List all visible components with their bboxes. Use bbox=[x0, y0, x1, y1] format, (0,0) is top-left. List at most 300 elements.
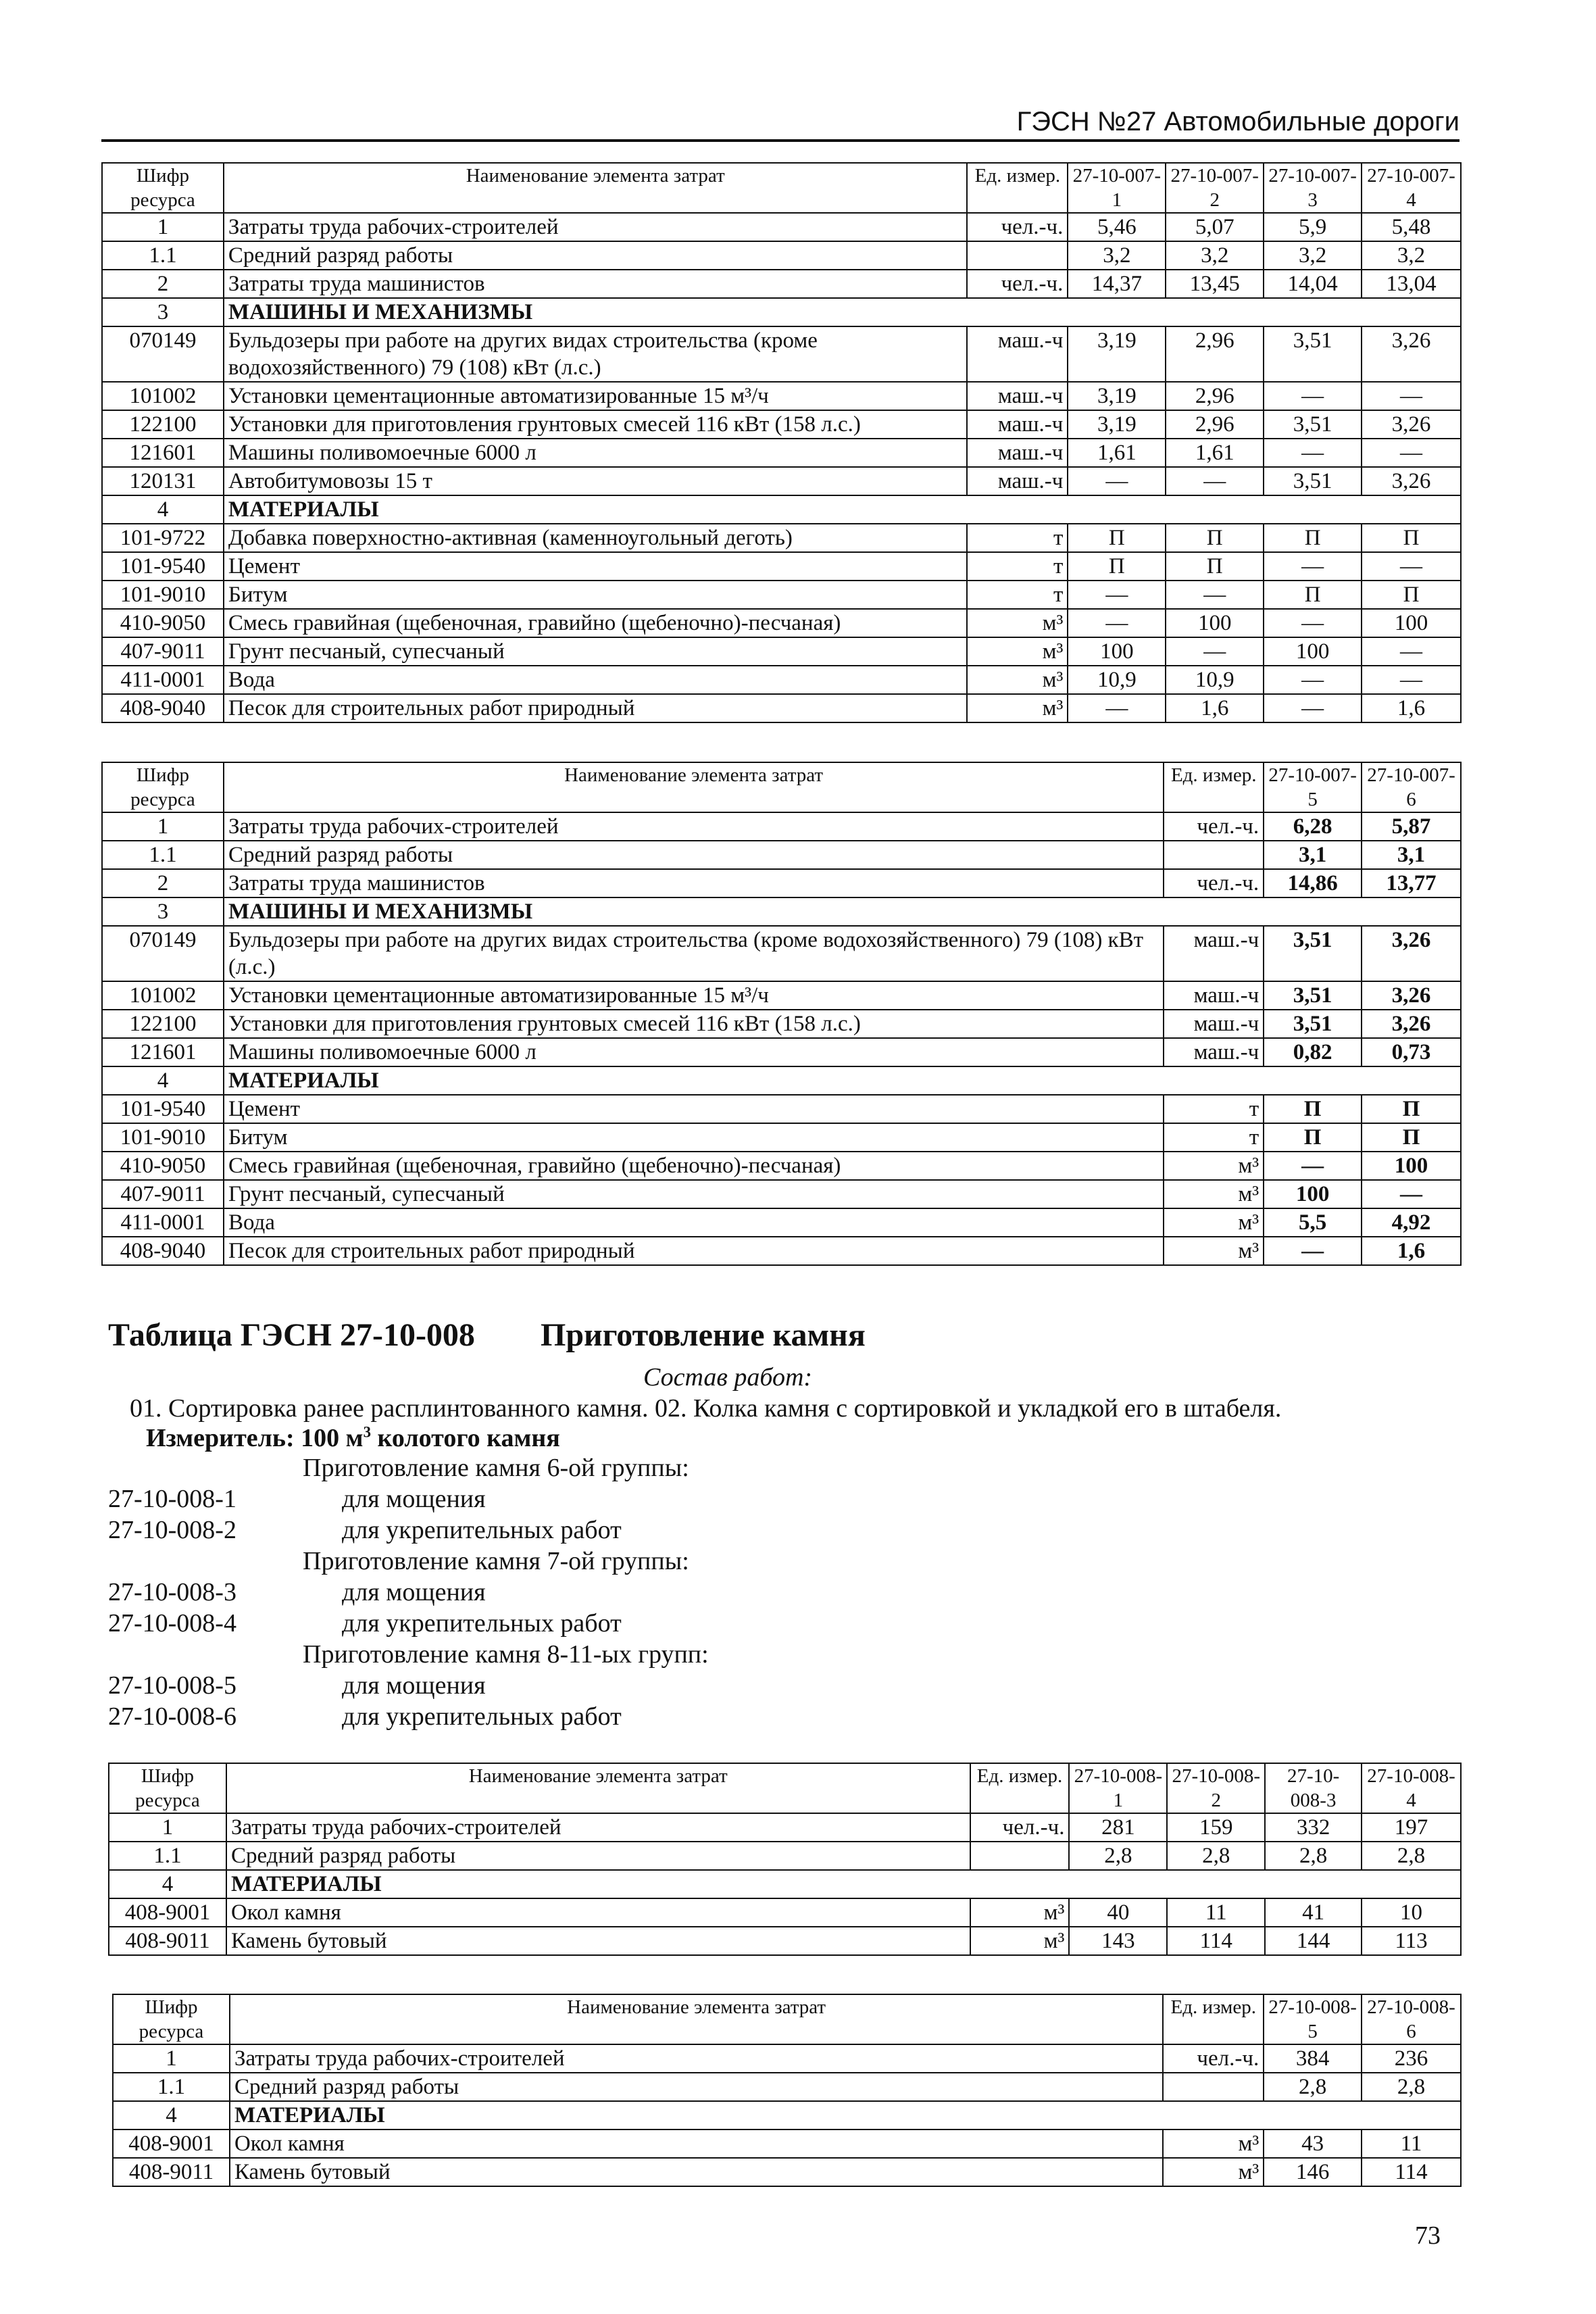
norm-value: — bbox=[1264, 1237, 1362, 1265]
resource-code: 101-9540 bbox=[102, 1095, 224, 1123]
header-unit: Ед. измер. bbox=[970, 1763, 1070, 1813]
norm-value: 13,04 bbox=[1362, 270, 1461, 298]
resource-unit: т bbox=[1164, 1095, 1264, 1123]
section-title: МАТЕРИАЛЫ bbox=[226, 1870, 1461, 1898]
resource-name: Средний разряд работы bbox=[230, 2073, 1163, 2101]
norm-item bbox=[108, 1702, 622, 1731]
header-norm-code: 27-10-007-6 bbox=[1362, 762, 1461, 812]
norm-value: 13,45 bbox=[1166, 270, 1264, 298]
norm-value: 197 bbox=[1362, 1813, 1461, 1842]
resource-unit: маш.-ч bbox=[967, 410, 1068, 439]
table-row bbox=[102, 694, 1461, 722]
header-norm-code: 27-10-008-2 bbox=[1167, 1763, 1265, 1813]
norm-value: 5,87 bbox=[1362, 812, 1461, 841]
norm-value: 3,26 bbox=[1362, 326, 1461, 382]
table-row bbox=[102, 637, 1461, 666]
table-row bbox=[109, 1813, 1461, 1842]
norm-value: 6,28 bbox=[1264, 812, 1362, 841]
table-row bbox=[102, 467, 1461, 495]
norm-value: 100 bbox=[1362, 609, 1461, 637]
norm-value: 3,51 bbox=[1264, 981, 1362, 1010]
section-title: МАТЕРИАЛЫ bbox=[224, 1066, 1461, 1095]
resource-code: 1.1 bbox=[113, 2073, 230, 2101]
resource-unit: т bbox=[967, 581, 1068, 609]
table-row bbox=[102, 326, 1461, 382]
resource-unit bbox=[1163, 2073, 1264, 2101]
norm-value: — bbox=[1264, 439, 1362, 467]
norm-value: — bbox=[1362, 439, 1461, 467]
norm-item-text: для укрепительных работ bbox=[342, 1609, 622, 1638]
norm-value: — bbox=[1362, 666, 1461, 694]
header-name: Наименование элемента затрат bbox=[226, 1763, 970, 1813]
norm-item-code: 27-10-008-6 bbox=[108, 1702, 236, 1731]
header-norm-code: 27-10-008-1 bbox=[1069, 1763, 1167, 1813]
header-norm-code: 27-10-008-4 bbox=[1362, 1763, 1461, 1813]
norm-value: 5,9 bbox=[1264, 213, 1362, 241]
norm-value: — bbox=[1166, 467, 1264, 495]
norm-item bbox=[108, 1671, 486, 1700]
table-title: Таблица ГЭСН 27-10-008 bbox=[108, 1317, 475, 1353]
norm-item-text: Приготовление камня 8-11-ых групп: bbox=[303, 1640, 709, 1669]
norm-value: П bbox=[1362, 581, 1461, 609]
table-row bbox=[109, 1842, 1461, 1870]
resource-unit: м³ bbox=[1164, 1208, 1264, 1237]
norm-item bbox=[108, 1577, 486, 1607]
header-norm-code: 27-10-008-3 bbox=[1265, 1763, 1362, 1813]
resource-unit: чел.-ч. bbox=[1163, 2044, 1264, 2073]
norm-value: 100 bbox=[1068, 637, 1166, 666]
resource-code: 101-9010 bbox=[102, 1123, 224, 1152]
page-number: 73 bbox=[1415, 2221, 1441, 2250]
table-row bbox=[102, 812, 1461, 841]
norm-value: П bbox=[1068, 552, 1166, 581]
table-row bbox=[102, 1038, 1461, 1066]
table-row bbox=[102, 581, 1461, 609]
norm-value: 43 bbox=[1264, 2130, 1362, 2158]
norm-value: 3,2 bbox=[1264, 241, 1362, 270]
table-row bbox=[102, 1010, 1461, 1038]
resource-name: Окол камня bbox=[230, 2130, 1163, 2158]
header-norm-code: 27-10-008-6 bbox=[1362, 1994, 1461, 2044]
resource-unit bbox=[967, 241, 1068, 270]
norm-item bbox=[108, 1515, 622, 1545]
table-row bbox=[102, 1180, 1461, 1208]
meter-line bbox=[146, 1423, 560, 1453]
norm-value: 3,19 bbox=[1068, 382, 1166, 410]
resource-code: 101-9722 bbox=[102, 524, 224, 552]
header-norm-code: 27-10-007-5 bbox=[1264, 762, 1362, 812]
table-row bbox=[102, 241, 1461, 270]
resource-name: Бульдозеры при работе на других видах строительства (кроме водохозяйственного) 79 (108) кВт (л.с.) bbox=[224, 926, 1164, 981]
norm-value: 2,96 bbox=[1166, 410, 1264, 439]
resource-code: 4 bbox=[102, 495, 224, 524]
resource-unit: чел.-ч. bbox=[967, 270, 1068, 298]
resource-name: Затраты труда рабочих-строителей bbox=[226, 1813, 970, 1842]
header-unit: Ед. измер. bbox=[1163, 1994, 1264, 2044]
norm-value: — bbox=[1166, 581, 1264, 609]
norm-value: П bbox=[1264, 1095, 1362, 1123]
table-header-row bbox=[113, 1994, 1461, 2044]
norm-value: 236 bbox=[1362, 2044, 1461, 2073]
table-row bbox=[102, 1237, 1461, 1265]
table-row bbox=[102, 666, 1461, 694]
norm-item bbox=[108, 1608, 622, 1638]
resource-unit: м³ bbox=[970, 1898, 1070, 1927]
header-name: Наименование элемента затрат bbox=[224, 163, 968, 213]
norm-value: 3,26 bbox=[1362, 410, 1461, 439]
norm-value: 384 bbox=[1264, 2044, 1362, 2073]
norm-value: 2,8 bbox=[1362, 2073, 1461, 2101]
resource-code: 408-9001 bbox=[113, 2130, 230, 2158]
norm-value: 3,51 bbox=[1264, 467, 1362, 495]
resource-code: 2 bbox=[102, 869, 224, 897]
norm-value: 4,92 bbox=[1362, 1208, 1461, 1237]
resource-code: 410-9050 bbox=[102, 609, 224, 637]
norm-value: 40 bbox=[1069, 1898, 1167, 1927]
norm-value: 2,8 bbox=[1069, 1842, 1167, 1870]
resource-unit: маш.-ч bbox=[967, 467, 1068, 495]
table-row bbox=[109, 1927, 1461, 1955]
resource-name: Битум bbox=[224, 1123, 1164, 1152]
table-row bbox=[102, 609, 1461, 637]
norm-item-code: 27-10-008-4 bbox=[108, 1609, 236, 1638]
section-row bbox=[102, 897, 1461, 926]
norm-value: — bbox=[1068, 694, 1166, 722]
resource-unit: маш.-ч bbox=[1164, 1010, 1264, 1038]
resource-unit: маш.-ч bbox=[967, 382, 1068, 410]
resource-code: 408-9001 bbox=[109, 1898, 226, 1927]
resource-code: 1.1 bbox=[109, 1842, 226, 1870]
norm-value: 114 bbox=[1362, 2158, 1461, 2186]
resource-unit: маш.-ч bbox=[967, 439, 1068, 467]
norm-value: 332 bbox=[1265, 1813, 1362, 1842]
header-norm-code: 27-10-007-3 bbox=[1264, 163, 1362, 213]
table-row bbox=[102, 926, 1461, 981]
resource-name: Грунт песчаный, супесчаный bbox=[224, 637, 968, 666]
resource-name: Окол камня bbox=[226, 1898, 970, 1927]
norm-value: 0,73 bbox=[1362, 1038, 1461, 1066]
header-name: Наименование элемента затрат bbox=[230, 1994, 1163, 2044]
section-row bbox=[109, 1870, 1461, 1898]
resource-unit: маш.-ч bbox=[967, 326, 1068, 382]
resource-code: 1.1 bbox=[102, 841, 224, 869]
norm-item-text: для мощения bbox=[342, 1671, 486, 1700]
table-row bbox=[102, 552, 1461, 581]
work-composition-text: 01. Сортировка ранее расплинтованного камня. 02. Колка камня с сортировкой и укладкой его в штабеля. bbox=[130, 1394, 1282, 1423]
norm-value: П bbox=[1166, 524, 1264, 552]
section-title: МАТЕРИАЛЫ bbox=[224, 495, 1461, 524]
header-name: Наименование элемента затрат bbox=[224, 762, 1164, 812]
section-row bbox=[102, 495, 1461, 524]
norm-value: — bbox=[1166, 637, 1264, 666]
resource-table-008-5-6 bbox=[112, 1994, 1462, 2187]
norm-item-text: для мощения bbox=[342, 1578, 486, 1606]
norm-value: 146 bbox=[1264, 2158, 1362, 2186]
resource-code: 407-9011 bbox=[102, 637, 224, 666]
norm-value: 0,82 bbox=[1264, 1038, 1362, 1066]
norm-value: 1,6 bbox=[1166, 694, 1264, 722]
resource-name: Камень бутовый bbox=[226, 1927, 970, 1955]
resource-unit: м³ bbox=[967, 666, 1068, 694]
resource-table-007-1-4 bbox=[101, 162, 1462, 723]
norm-value: 281 bbox=[1069, 1813, 1167, 1842]
resource-name: Машины поливомоечные 6000 л bbox=[224, 1038, 1164, 1066]
norm-value: 143 bbox=[1069, 1927, 1167, 1955]
norm-value: — bbox=[1264, 666, 1362, 694]
resource-code: 3 bbox=[102, 298, 224, 326]
norm-value: — bbox=[1264, 382, 1362, 410]
resource-name: Затраты труда машинистов bbox=[224, 270, 968, 298]
norm-value: 100 bbox=[1264, 1180, 1362, 1208]
resource-unit: т bbox=[967, 524, 1068, 552]
norm-value: 41 bbox=[1265, 1898, 1362, 1927]
norm-value: 10,9 bbox=[1068, 666, 1166, 694]
resource-name: Песок для строительных работ природный bbox=[224, 1237, 1164, 1265]
table-header-row bbox=[102, 762, 1461, 812]
resource-code: 4 bbox=[102, 1066, 224, 1095]
norm-value: — bbox=[1068, 581, 1166, 609]
norm-value: 1,6 bbox=[1362, 694, 1461, 722]
resource-unit: чел.-ч. bbox=[967, 213, 1068, 241]
table-row bbox=[102, 1123, 1461, 1152]
norm-value: 1,6 bbox=[1362, 1237, 1461, 1265]
header-norm-code: 27-10-007-2 bbox=[1166, 163, 1264, 213]
norm-value: 3,26 bbox=[1362, 926, 1461, 981]
resource-code: 070149 bbox=[102, 926, 224, 981]
resource-unit: м³ bbox=[1164, 1180, 1264, 1208]
table-row bbox=[102, 1208, 1461, 1237]
norm-value: 2,8 bbox=[1265, 1842, 1362, 1870]
meter-label: Измеритель: 100 $м^3$ колотого камня bbox=[146, 1423, 560, 1452]
resource-unit: т bbox=[967, 552, 1068, 581]
norm-value: 3,26 bbox=[1362, 1010, 1461, 1038]
resource-name: Установки для приготовления грунтовых смесей 116 кВт (158 л.с.) bbox=[224, 410, 968, 439]
resource-code: 101-9010 bbox=[102, 581, 224, 609]
norm-value: 14,04 bbox=[1264, 270, 1362, 298]
resource-unit: м³ bbox=[1163, 2158, 1264, 2186]
resource-name: Затраты труда машинистов bbox=[224, 869, 1164, 897]
table-row bbox=[113, 2130, 1461, 2158]
norm-value: П bbox=[1362, 1095, 1461, 1123]
norm-value: 5,5 bbox=[1264, 1208, 1362, 1237]
table-row bbox=[109, 1898, 1461, 1927]
resource-unit: маш.-ч bbox=[1164, 926, 1264, 981]
norm-value: 3,2 bbox=[1068, 241, 1166, 270]
norm-value: 14,37 bbox=[1068, 270, 1166, 298]
resource-name: Грунт песчаный, супесчаный bbox=[224, 1180, 1164, 1208]
resource-code: 408-9011 bbox=[113, 2158, 230, 2186]
resource-unit: чел.-ч. bbox=[970, 1813, 1070, 1842]
running-header: ГЭСН №27 Автомобильные дороги bbox=[101, 107, 1460, 142]
header-norm-code: 27-10-007-1 bbox=[1068, 163, 1166, 213]
header-code: Шифр ресурса bbox=[102, 163, 224, 213]
resource-name: Средний разряд работы bbox=[224, 241, 968, 270]
table-row bbox=[102, 382, 1461, 410]
norm-item-text: Приготовление камня 7-ой группы: bbox=[303, 1547, 689, 1575]
norm-value: 113 bbox=[1362, 1927, 1461, 1955]
resource-unit: м³ bbox=[1164, 1152, 1264, 1180]
resource-code: 1 bbox=[113, 2044, 230, 2073]
norm-value: 1,61 bbox=[1166, 439, 1264, 467]
resource-unit: м³ bbox=[1164, 1237, 1264, 1265]
norm-item-code: 27-10-008-1 bbox=[108, 1485, 236, 1513]
resource-name: Добавка поверхностно-активная (каменноугольный деготь) bbox=[224, 524, 968, 552]
norm-value: 2,8 bbox=[1362, 1842, 1461, 1870]
table-row bbox=[102, 524, 1461, 552]
norm-value: 3,19 bbox=[1068, 326, 1166, 382]
resource-code: 411-0001 bbox=[102, 1208, 224, 1237]
norm-item-text: для укрепительных работ bbox=[342, 1516, 622, 1544]
header-norm-code: 27-10-008-5 bbox=[1264, 1994, 1362, 2044]
work-composition-label: Состав работ: bbox=[643, 1363, 813, 1392]
norm-value: 2,96 bbox=[1166, 382, 1264, 410]
resource-code: 122100 bbox=[102, 1010, 224, 1038]
resource-code: 1.1 bbox=[102, 241, 224, 270]
resource-code: 1 bbox=[102, 812, 224, 841]
norm-value: П bbox=[1264, 581, 1362, 609]
resource-code: 1 bbox=[102, 213, 224, 241]
table-row bbox=[113, 2073, 1461, 2101]
resource-code: 407-9011 bbox=[102, 1180, 224, 1208]
section-row bbox=[102, 1066, 1461, 1095]
norm-value: 114 bbox=[1167, 1927, 1265, 1955]
norm-value: 10,9 bbox=[1166, 666, 1264, 694]
resource-code: 4 bbox=[113, 2101, 230, 2130]
resource-unit: м³ bbox=[1163, 2130, 1264, 2158]
norm-value: — bbox=[1264, 609, 1362, 637]
resource-code: 101002 bbox=[102, 382, 224, 410]
table-row bbox=[102, 270, 1461, 298]
norm-value: 3,51 bbox=[1264, 326, 1362, 382]
resource-code: 411-0001 bbox=[102, 666, 224, 694]
resource-name: Установки цементационные автоматизированные 15 м³/ч bbox=[224, 981, 1164, 1010]
resource-code: 408-9040 bbox=[102, 1237, 224, 1265]
resource-name: Машины поливомоечные 6000 л bbox=[224, 439, 968, 467]
norm-value: 3,1 bbox=[1264, 841, 1362, 869]
norm-value: П bbox=[1362, 524, 1461, 552]
resource-code: 4 bbox=[109, 1870, 226, 1898]
norm-value: 3,51 bbox=[1264, 1010, 1362, 1038]
norm-value: 100 bbox=[1362, 1152, 1461, 1180]
header-unit: Ед. измер. bbox=[967, 163, 1068, 213]
header-code: Шифр ресурса bbox=[109, 1763, 226, 1813]
resource-name: Затраты труда рабочих-строителей bbox=[224, 213, 968, 241]
section-row bbox=[113, 2101, 1461, 2130]
resource-unit: м³ bbox=[967, 694, 1068, 722]
resource-code: 101-9540 bbox=[102, 552, 224, 581]
norm-value: 14,86 bbox=[1264, 869, 1362, 897]
resource-name: Вода bbox=[224, 666, 968, 694]
resource-name: Вода bbox=[224, 1208, 1164, 1237]
resource-code: 101002 bbox=[102, 981, 224, 1010]
resource-code: 3 bbox=[102, 897, 224, 926]
table-row bbox=[113, 2158, 1461, 2186]
norm-value: 10 bbox=[1362, 1898, 1461, 1927]
norm-value: 3,19 bbox=[1068, 410, 1166, 439]
resource-unit bbox=[1164, 841, 1264, 869]
resource-name: Битум bbox=[224, 581, 968, 609]
resource-unit bbox=[970, 1842, 1070, 1870]
resource-name: Смесь гравийная (щебеночная, гравийно (щебеночно)-песчаная) bbox=[224, 1152, 1164, 1180]
resource-unit: м³ bbox=[970, 1927, 1070, 1955]
section-row bbox=[102, 298, 1461, 326]
norm-value: — bbox=[1264, 1152, 1362, 1180]
header-norm-code: 27-10-007-4 bbox=[1362, 163, 1461, 213]
table-row bbox=[102, 439, 1461, 467]
norm-value: — bbox=[1264, 694, 1362, 722]
resource-code: 121601 bbox=[102, 439, 224, 467]
section-title: МАШИНЫ И МЕХАНИЗМЫ bbox=[224, 897, 1461, 926]
resource-code: 410-9050 bbox=[102, 1152, 224, 1180]
norm-value: — bbox=[1362, 382, 1461, 410]
resource-code: 122100 bbox=[102, 410, 224, 439]
resource-unit: м³ bbox=[967, 637, 1068, 666]
norm-value: 2,96 bbox=[1166, 326, 1264, 382]
resource-unit: чел.-ч. bbox=[1164, 812, 1264, 841]
table-header-row bbox=[109, 1763, 1461, 1813]
table-row bbox=[113, 2044, 1461, 2073]
norm-value: 144 bbox=[1265, 1927, 1362, 1955]
header-code: Шифр ресурса bbox=[102, 762, 224, 812]
resource-unit: м³ bbox=[967, 609, 1068, 637]
norm-item-code: 27-10-008-5 bbox=[108, 1671, 236, 1700]
norm-item-text: Приготовление камня 6-ой группы: bbox=[303, 1454, 689, 1482]
table-row bbox=[102, 981, 1461, 1010]
header-code: Шифр ресурса bbox=[113, 1994, 230, 2044]
resource-name: Установки цементационные автоматизированные 15 м³/ч bbox=[224, 382, 968, 410]
norm-value: — bbox=[1068, 609, 1166, 637]
norm-value: 5,46 bbox=[1068, 213, 1166, 241]
resource-name: Затраты труда рабочих-строителей bbox=[224, 812, 1164, 841]
norm-value: — bbox=[1362, 637, 1461, 666]
table-row bbox=[102, 213, 1461, 241]
resource-name: Смесь гравийная (щебеночная, гравийно (щебеночно)-песчаная) bbox=[224, 609, 968, 637]
norm-value: — bbox=[1362, 1180, 1461, 1208]
norm-item-code: 27-10-008-3 bbox=[108, 1578, 236, 1606]
resource-unit: маш.-ч bbox=[1164, 981, 1264, 1010]
norm-value: П bbox=[1166, 552, 1264, 581]
section-title: МАТЕРИАЛЫ bbox=[230, 2101, 1461, 2130]
resource-unit: т bbox=[1164, 1123, 1264, 1152]
resource-code: 408-9011 bbox=[109, 1927, 226, 1955]
table-row bbox=[102, 410, 1461, 439]
resource-name: Камень бутовый bbox=[230, 2158, 1163, 2186]
header-unit: Ед. измер. bbox=[1164, 762, 1264, 812]
table-header-row bbox=[102, 163, 1461, 213]
table-row bbox=[102, 1095, 1461, 1123]
norm-value: 5,07 bbox=[1166, 213, 1264, 241]
section-title: МАШИНЫ И МЕХАНИЗМЫ bbox=[224, 298, 1461, 326]
norm-value: П bbox=[1264, 1123, 1362, 1152]
table-row bbox=[102, 869, 1461, 897]
norm-value: 3,2 bbox=[1166, 241, 1264, 270]
norm-value: П bbox=[1362, 1123, 1461, 1152]
norm-value: 2,8 bbox=[1264, 2073, 1362, 2101]
norm-value: 11 bbox=[1362, 2130, 1461, 2158]
resource-name: Цемент bbox=[224, 552, 968, 581]
resource-code: 070149 bbox=[102, 326, 224, 382]
resource-name: Автобитумовозы 15 т bbox=[224, 467, 968, 495]
norm-value: 2,8 bbox=[1167, 1842, 1265, 1870]
resource-code: 1 bbox=[109, 1813, 226, 1842]
norm-value: 3,51 bbox=[1264, 410, 1362, 439]
norm-value: 3,26 bbox=[1362, 467, 1461, 495]
norm-value: 3,51 bbox=[1264, 926, 1362, 981]
norm-item-text: для укрепительных работ bbox=[342, 1702, 622, 1731]
norm-value: 13,77 bbox=[1362, 869, 1461, 897]
resource-code: 120131 bbox=[102, 467, 224, 495]
norm-value: П bbox=[1068, 524, 1166, 552]
